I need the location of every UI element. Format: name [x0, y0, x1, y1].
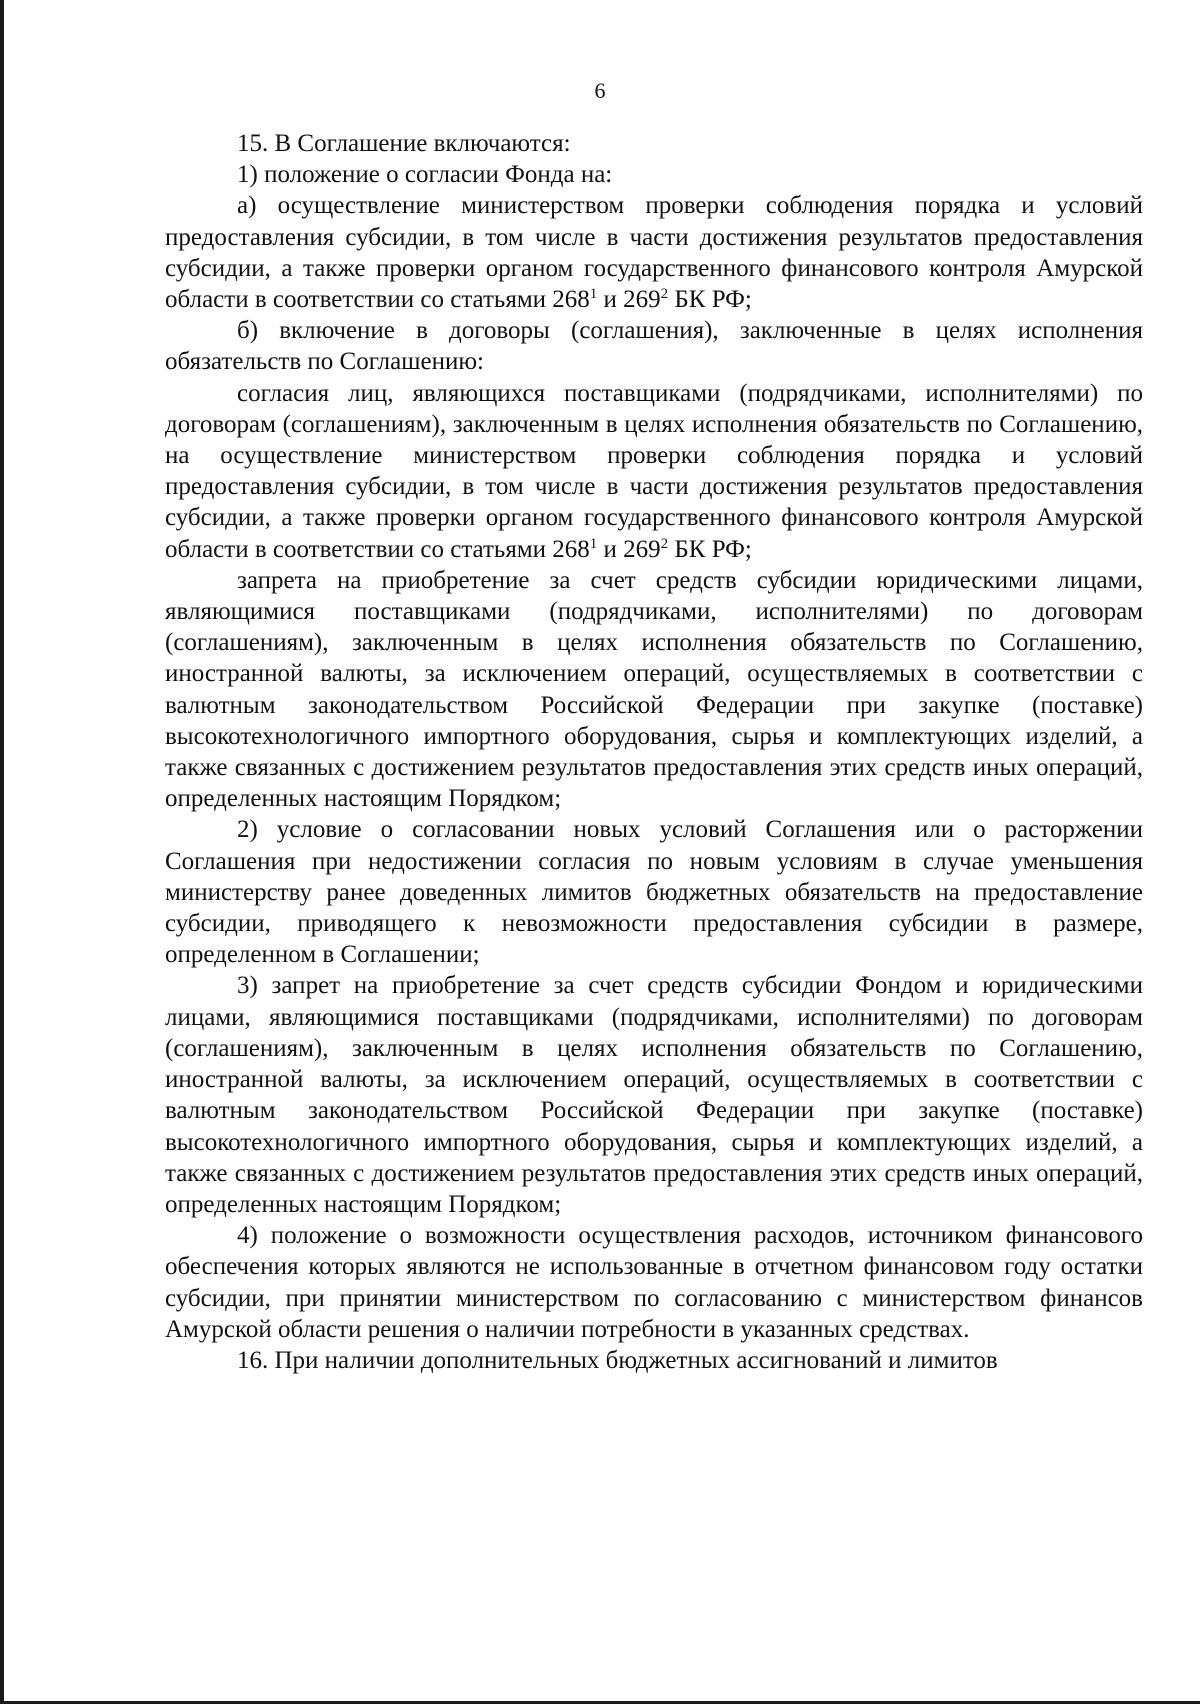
clause-15-intro: 15. В Соглашение включаются:: [237, 130, 571, 157]
subitem-b-consent: согласия лиц, являющихся поставщиками (подрядчиками, исполнителями) по договорам (соглашениям), заключенным в целях исполнения обязательств по Соглашению, на осуществление министерством проверки соблюдения порядка и условий предоставления субсидии, в том числе в части достижения результатов предоставления субсидии, а также проверки органом государственного финансового контроля Амурской области в соответствии со статьями $268^1$ и $269^2$ БК РФ;: [165, 379, 1143, 563]
clause-16-start: 16. При наличии дополнительных бюджетных ассигнований и лимитов: [237, 1346, 998, 1374]
document-body: [165, 128, 1143, 1376]
article-superscript: 2: [660, 535, 669, 552]
scan-left-edge: [0, 0, 4, 1704]
item-1-consent: 1) положение о согласии Фонда на:: [237, 161, 613, 189]
article-superscript: 1: [589, 535, 598, 552]
subitem-b: б) включение в договоры (соглашения), заключенные в целях исполнения обязательств по Соглашению:: [165, 317, 1143, 376]
article-superscript: 2: [660, 286, 669, 303]
subitem-b-prohibition: запрета на приобретение за счет средств субсидии юридическими лицами, являющимися поставщиками (подрядчиками, исполнителями) по договорам (соглашениям), заключенным в целях исполнения обязательств по Соглашению, иностранной валюты, за исключением операций, осуществляемых в соответствии с валютным законодательством Российской Федерации при закупке (поставке) высокотехнологичного импортного оборудования, сырья и комплектующих изделий, а также связанных с достижением результатов предоставления этих средств иных операций, определенных настоящим Порядком;: [165, 566, 1143, 813]
page-number: 6: [594, 78, 606, 103]
item-2-condition: 2) условие о согласовании новых условий Соглашения или о расторжении Соглашения при недостижении согласия по новым условиям в случае уменьшения министерству ранее доведенных лимитов бюджетных обязательств на предоставление субсидии, приводящего к невозможности предоставления субсидии в размере, определенном в Соглашении;: [165, 816, 1143, 969]
subitem-a: а) осуществление министерством проверки соблюдения порядка и условий предоставления субсидии, в том числе в части достижения результатов предоставления субсидии, а также проверки органом государственного финансового контроля Амурской области в соответствии со статьями $268^1$ и $269^2$ БК РФ;: [165, 192, 1143, 314]
item-4-expenses: 4) положение о возможности осуществления расходов, источником финансового обеспечения которых являются не использованные в отчетном финансовом году остатки субсидии, при принятии министерством по согласованию с министерством финансов Амурской области решения о наличии потребности в указанных средствах.: [165, 1222, 1143, 1343]
item-3-prohibition: 3) запрет на приобретение за счет средств субсидии Фондом и юридическими лицами, являющимися поставщиками (подрядчиками, исполнителями) по договорам (соглашениям), заключенным в целях исполнения обязательств по Соглашению, иностранной валюты, за исключением операций, осуществляемых в соответствии с валютным законодательством Российской Федерации при закупке (поставке) высокотехнологичного импортного оборудования, сырья и комплектующих изделий, а также связанных с достижением результатов предоставления этих средств иных операций, определенных настоящим Порядком;: [165, 972, 1143, 1218]
article-superscript: 1: [589, 286, 598, 303]
